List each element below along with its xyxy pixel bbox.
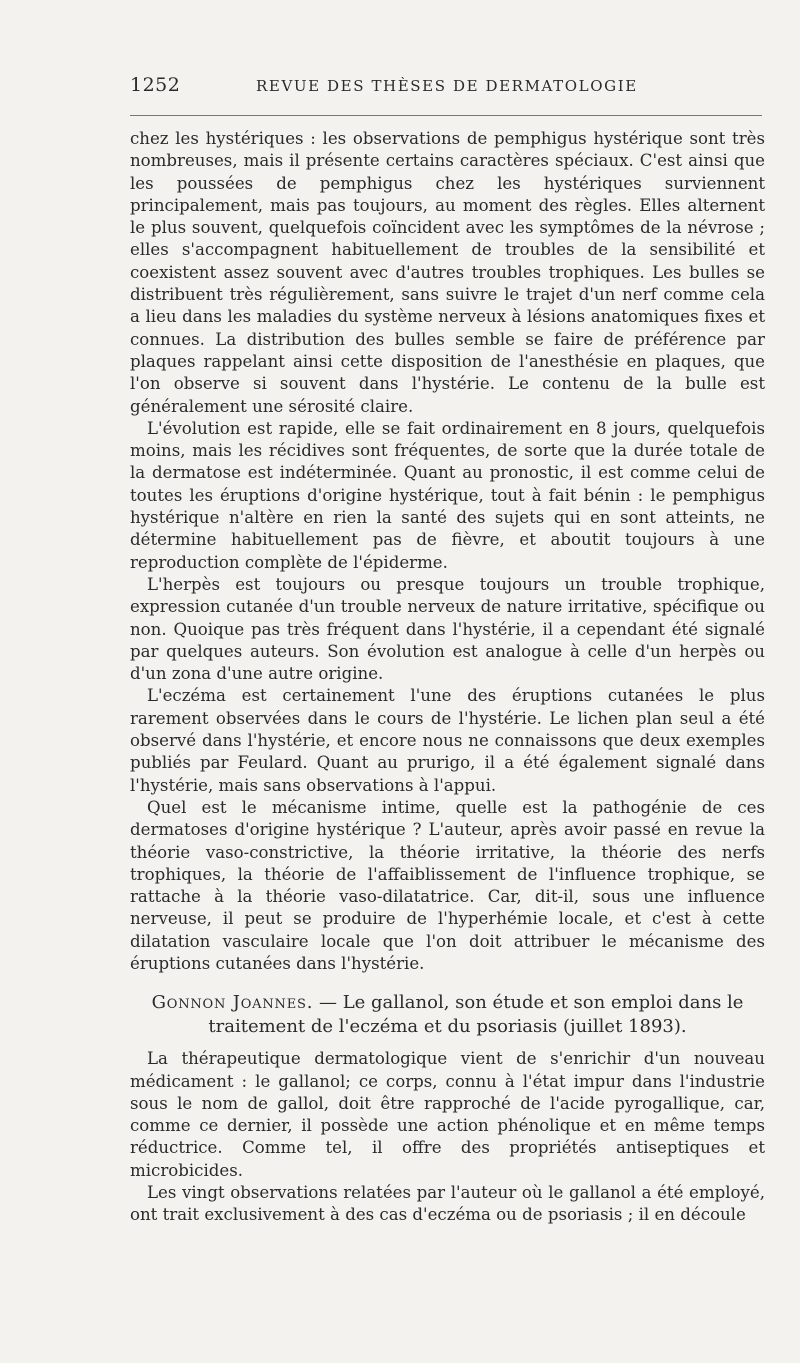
- paragraph: L'eczéma est certainement l'une des éruptions cutanées le plus rarement observées dans le cours de l'hystérie. Le lichen plan seul a été observé dans l'hystérie, et encore nous ne connaissons que deux exemples publiés par Feulard. Quant au prurigo, il a été également signalé dans l'hystérie, mais sans observations à l'appui.: [130, 686, 765, 795]
- paragraph: L'évolution est rapide, elle se fait ordinairement en 8 jours, quelquefois moins, mais les récidives sont fréquentes, de sorte que la durée totale de la dermatose est indéterminée. Quant au pronostic, il est comme celui de toutes les éruptions d'origine hystérique, tout à fait bénin : le pemphigus hystérique n'altère en rien la santé des sujets qui en sont atteints, ne détermine habituellement pas de fièvre, et aboutit toujours à une reproduction complète de l'épiderme.: [130, 418, 765, 572]
- header-rule: [130, 115, 762, 116]
- paragraph: Les vingt observations relatées par l'auteur où le gallanol a été employé, ont trait exclusivement à des cas d'eczéma ou de psoriasis ; il en découle: [130, 1183, 765, 1225]
- paragraph: Quel est le mécanisme intime, quelle est la pathogénie de ces dermatoses d'origine hystérique ? L'auteur, après avoir passé en revue la théorie vaso-constrictive, la théorie irritative, la théorie des nerfs trophiques, la théorie de l'affaiblissement de l'influence trophique, se rattache à la théorie vaso-dilatatrice. Car, dit-il, sous une influence nerveuse, il peut se produire de l'hyperhémie locale, et c'est à cette dilatation vasculaire locale que l'on doit attribuer le mécanisme des éruptions cutanées dans l'hystérie.: [130, 797, 765, 973]
- paragraph: L'herpès est toujours ou presque toujours un trouble trophique, expression cutanée d'un trouble nerveux de nature irritative, spécifique ou non. Quoique pas très fréquent dans l'hystérie, il a cependant été signalé par quelques auteurs. Son évolution est analogue à celle d'un herpès ou d'un zona d'une autre origine.: [130, 574, 765, 684]
- paragraph: chez les hystériques : les observations de pemphigus hystérique sont très nombreuses, mais il présente certains caractères spéciaux. C'est ainsi que les poussées de pemphigus chez les hystériques surviennent principalement, mais pas toujours, au moment des règles. Elles alternent le plus souvent, quelquefois coïncident avec les symptômes de la névrose ; elles s'accompagnent habituellement de troubles de la sensibilité et coexistent assez souvent avec d'autres troubles trophiques. Les bulles se distribuent très régulièrement, sans suivre le trajet d'un nerf comme cela a lieu dans les maladies du système nerveux à lésions anatomiques fixes et connues. La distribution des bulles semble se faire de préférence par plaques rappelant ainsi cette disposition de l'anesthésie en plaques, que l'on observe si souvent dans l'hystérie. Le contenu de la bulle est généralement une sérosité claire.: [130, 129, 765, 416]
- page-number: 1252: [130, 74, 181, 96]
- article-heading: [130, 991, 765, 1039]
- body-text: [130, 128, 765, 1227]
- article-title: — Le gallanol, son étude et son emploi dans le traitement de l'eczéma et du psoriasis (juillet 1893).: [208, 992, 744, 1038]
- paragraph: La thérapeutique dermatologique vient de s'enrichir d'un nouveau médicament : le gallanol; ce corps, connu à l'état impur dans l'industrie sous le nom de gallol, doit être rapproché de l'acide pyrogallique, car, comme ce dernier, il possède une action phénolique et en même temps réductrice. Comme tel, il offre des propriétés antiseptiques et microbicides.: [130, 1049, 765, 1180]
- running-title: REVUE DES THÈSES DE DERMATOLOGIE: [256, 77, 638, 95]
- page-header: [130, 74, 762, 102]
- article-author: Gonnon Joannes.: [151, 992, 314, 1014]
